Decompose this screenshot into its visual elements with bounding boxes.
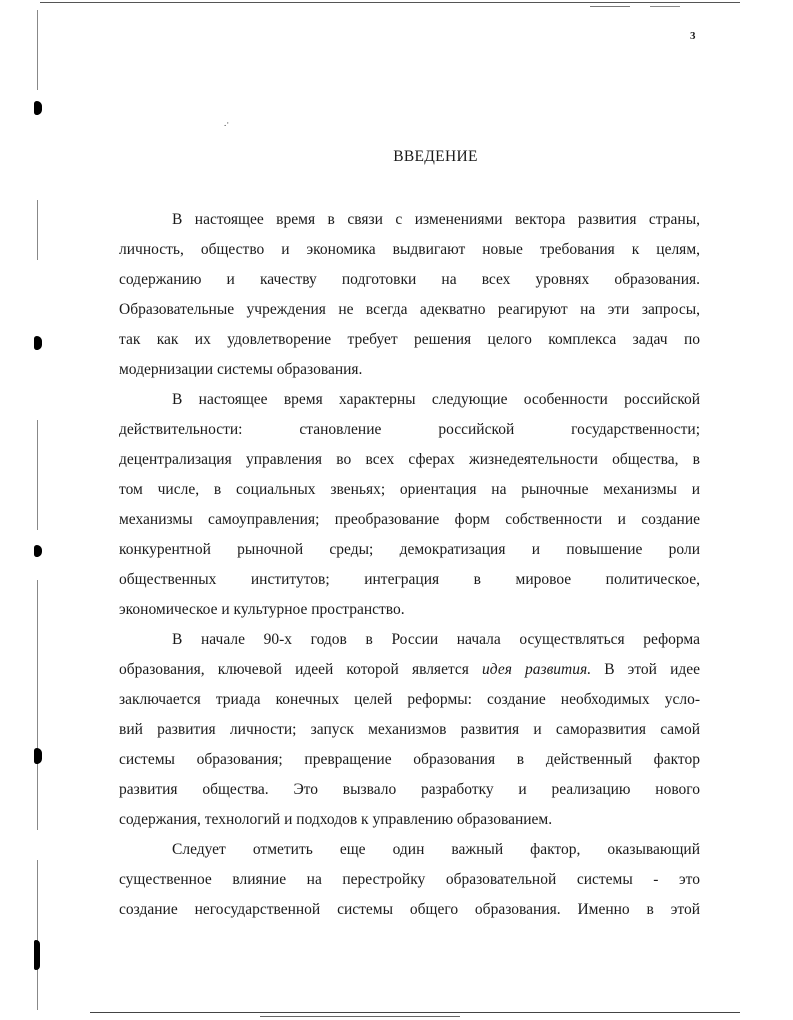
text-line: экономическое и культурное пространство. — [119, 601, 405, 618]
text-line: вий развития личности; запуск механизмов развития и саморазвития самой — [119, 721, 700, 738]
text-line: личность, общество и экономика выдвигают новые требования к целям, — [119, 241, 700, 258]
document-body — [119, 205, 700, 925]
text-line: общественных институтов; интеграция в мировое политическое, — [119, 571, 700, 588]
scan-artifact — [260, 1016, 460, 1017]
page-number: 3 — [690, 30, 696, 42]
scan-edge-bottom — [90, 1012, 740, 1013]
punch-hole-mark — [34, 336, 42, 350]
scan-artifact — [590, 6, 630, 7]
text-fragment: В этой идее — [591, 661, 701, 678]
paragraph-line — [119, 415, 700, 445]
text-line: содержания, технологий и подходов к управлению образованием. — [119, 811, 553, 828]
paragraph — [119, 205, 700, 235]
text-line: заключается триада конечных целей реформы: создание необходимых усло- — [119, 691, 700, 708]
paragraph-line — [119, 745, 700, 775]
text-line: децентрализация управления во всех сферах жизнедеятельности общества, в — [119, 451, 700, 468]
scan-edge-top — [40, 2, 740, 3]
paragraph — [119, 625, 700, 655]
text-line: так как их удовлетворение требует решения целого комплекса задач по — [119, 331, 700, 348]
text-line: В настоящее время в связи с изменениями вектора развития страны, — [172, 211, 700, 228]
text-line: В настоящее время характерны следующие особенности российской — [172, 391, 700, 408]
text-line: содержанию и качеству подготовки на всех уровнях образования. — [119, 271, 700, 288]
paragraph-line — [119, 265, 700, 295]
paragraph-line — [119, 535, 700, 565]
paragraph-line — [119, 235, 700, 265]
text-line: Следует отметить еще один важный фактор, оказывающий — [172, 841, 700, 858]
paragraph-line — [119, 895, 700, 925]
page-title: ВВЕДЕНИЕ — [393, 148, 478, 165]
text-line: создание негосударственной системы общего образования. Именно в этой — [119, 901, 700, 918]
paragraph-line — [119, 865, 700, 895]
scan-margin-line — [37, 200, 38, 260]
text-line: системы образования; превращение образования в действенный фактор — [119, 751, 700, 768]
paragraph-line — [119, 295, 700, 325]
punch-hole-mark — [34, 940, 40, 970]
paragraph-line — [119, 655, 700, 685]
scan-margin-line — [37, 420, 38, 530]
punch-hole-mark — [34, 545, 42, 557]
paragraph — [119, 835, 700, 865]
text-line: действительности: становление российской государственности; — [119, 421, 700, 438]
paragraph-line — [119, 805, 700, 835]
text-line: Образовательные учреждения не всегда адекватно реагируют на эти запросы, — [119, 301, 700, 318]
scan-margin-line — [37, 860, 38, 1010]
paragraph-line — [119, 505, 700, 535]
paragraph-line — [119, 775, 700, 805]
paragraph-line — [119, 715, 700, 745]
text-line: существенное влияние на перестройку образовательной системы - это — [119, 871, 700, 888]
scan-speck: .· — [224, 118, 230, 128]
text-fragment: образования, ключевой идеей которой является — [119, 661, 483, 678]
scan-margin-line — [37, 580, 38, 830]
paragraph-line — [119, 445, 700, 475]
paragraph-line — [119, 685, 700, 715]
punch-hole-mark — [34, 748, 42, 764]
text-line: механизмы самоуправления; преобразование форм собственности и создание — [119, 511, 700, 528]
scan-artifact — [650, 6, 680, 7]
scan-margin-line — [37, 10, 38, 90]
paragraph-line — [119, 355, 700, 385]
paragraph-line — [119, 565, 700, 595]
text-line: развития общества. Это вызвало разработку и реализацию нового — [119, 781, 700, 798]
text-line: В начале 90-х годов в России начала осуществляться реформа — [172, 631, 700, 648]
text-line: конкурентной рыночной среды; демократизация и повышение роли — [119, 541, 700, 558]
paragraph-line — [119, 475, 700, 505]
emphasis-text: идея развития. — [482, 661, 592, 678]
paragraph — [119, 385, 700, 415]
paragraph-line — [119, 325, 700, 355]
text-line: модернизации системы образования. — [119, 361, 363, 378]
paragraph-line — [119, 595, 700, 625]
punch-hole-mark — [34, 101, 42, 115]
text-line: том числе, в социальных звеньях; ориентация на рыночные механизмы и — [119, 481, 700, 498]
